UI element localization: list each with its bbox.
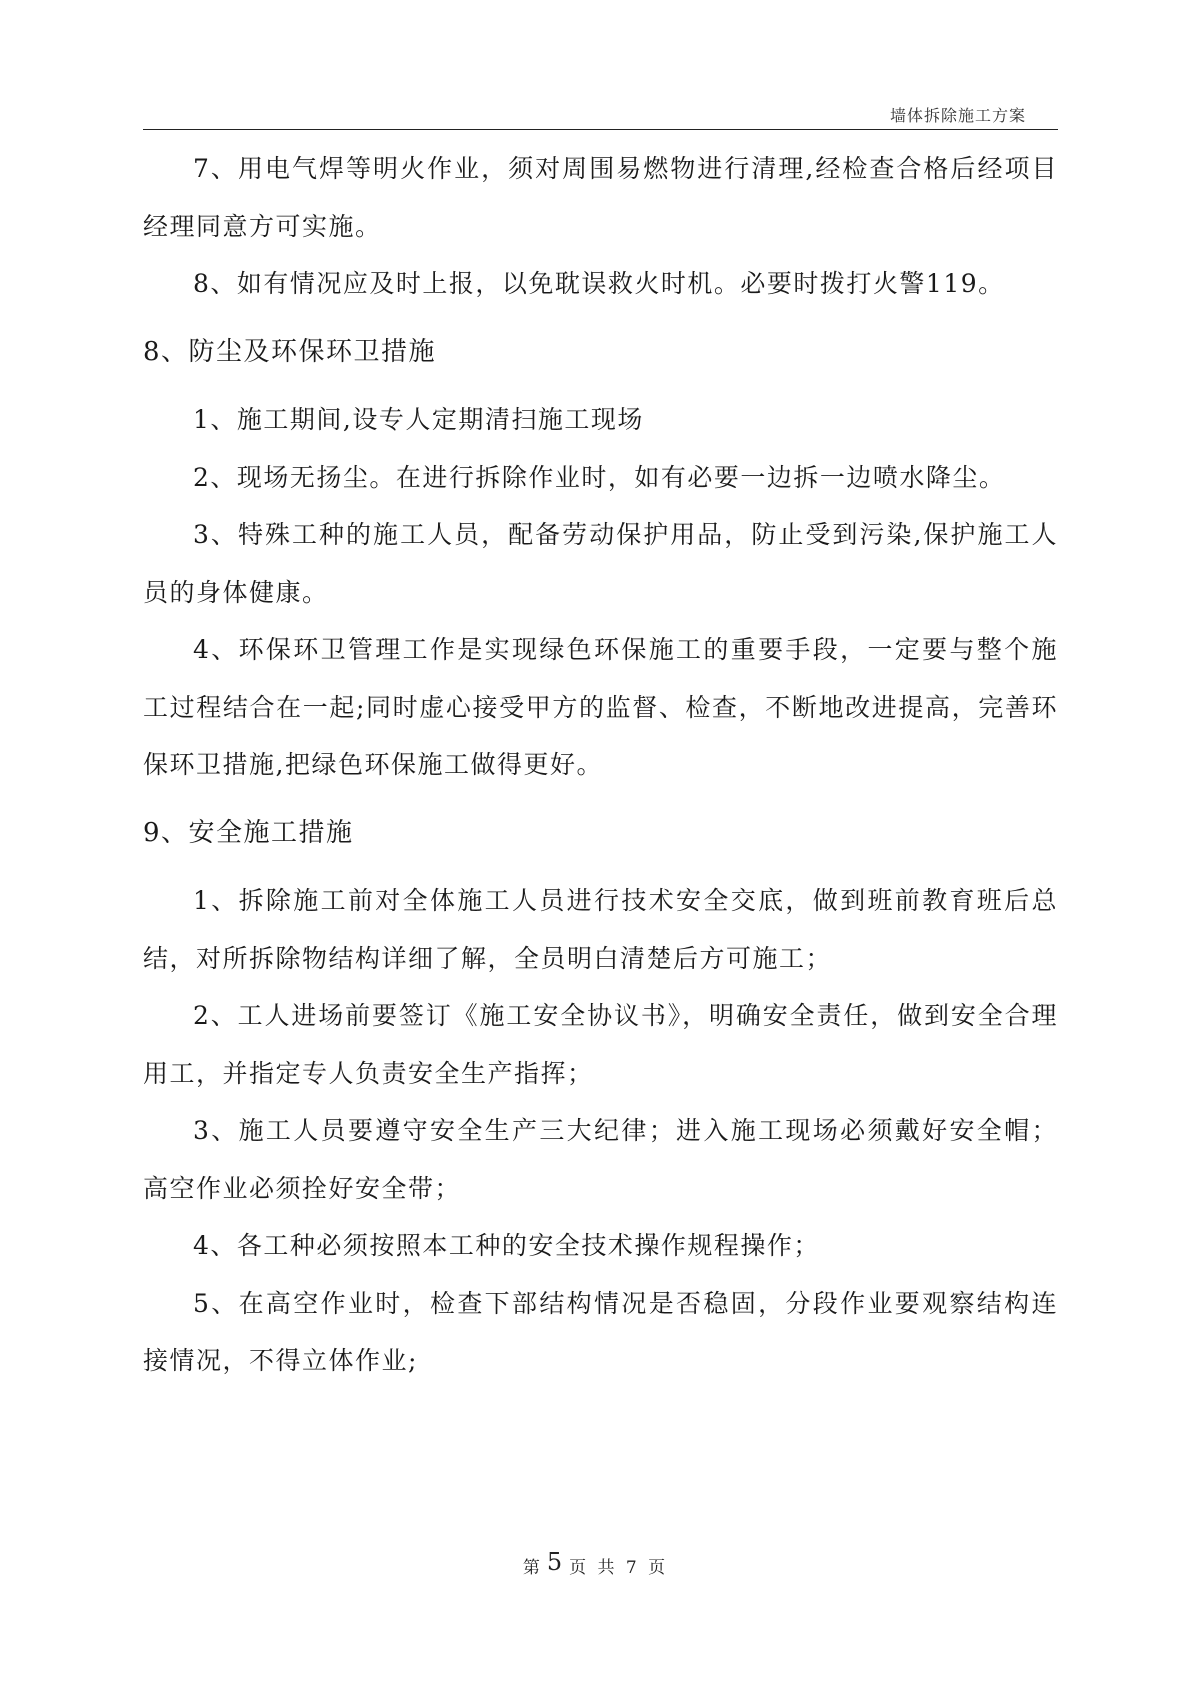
footer-suffix: 页 (648, 1558, 669, 1578)
footer-middle: 页 共 (569, 1558, 618, 1578)
paragraph: 2、工人进场前要签订《施工安全协议书》，明确安全责任，做到安全合理用工，并指定专人负责安全生产指挥； (143, 1001, 1058, 1088)
paragraph: 2、现场无扬尘。在进行拆除作业时，如有必要一边拆一边喷水降尘。 (193, 462, 1006, 492)
current-page-number: 5 (546, 1548, 566, 1576)
paragraph: 4、环保环卫管理工作是实现绿色环保施工的重要手段，一定要与整个施工过程结合在一起;同时虚心接受甲方的监督、检查，不断地改进提高，完善环保环卫措施,把绿色环保施工做得更好。 (143, 635, 1058, 779)
page-footer (0, 1548, 1191, 1578)
footer-prefix: 第 (522, 1558, 543, 1578)
paragraph: 1、施工期间,设专人定期清扫施工现场 (193, 405, 644, 434)
paragraph: 7、用电气焊等明火作业，须对周围易燃物进行清理,经检查合格后经项目经理同意方可实施。 (143, 154, 1058, 241)
document-body (143, 140, 1058, 1390)
paragraph: 3、施工人员要遵守安全生产三大纪律；进入施工现场必须戴好安全帽；高空作业必须拴好安全带； (143, 1116, 1058, 1203)
paragraph: 8、如有情况应及时上报，以免耽误救火时机。必要时拨打火警119。 (193, 269, 1005, 298)
paragraph: 1、拆除施工前对全体施工人员进行技术安全交底，做到班前教育班后总结，对所拆除物结构详细了解，全员明白清楚后方可施工； (143, 886, 1058, 973)
paragraph: 3、特殊工种的施工人员，配备劳动保护用品，防止受到污染,保护施工人员的身体健康。 (143, 520, 1058, 607)
paragraph: 4、各工种必须按照本工种的安全技术操作规程操作； (193, 1231, 820, 1260)
paragraph: 5、在高空作业时，检查下部结构情况是否稳固，分段作业要观察结构连接情况，不得立体作业; (143, 1288, 1058, 1375)
section-heading: 9、安全施工措施 (143, 817, 354, 848)
section-heading: 8、防尘及环保环卫措施 (143, 336, 437, 367)
page-header (143, 99, 1058, 130)
document-title: 墙体拆除施工方案 (889, 106, 1026, 125)
total-pages-number: 7 (625, 1558, 640, 1578)
